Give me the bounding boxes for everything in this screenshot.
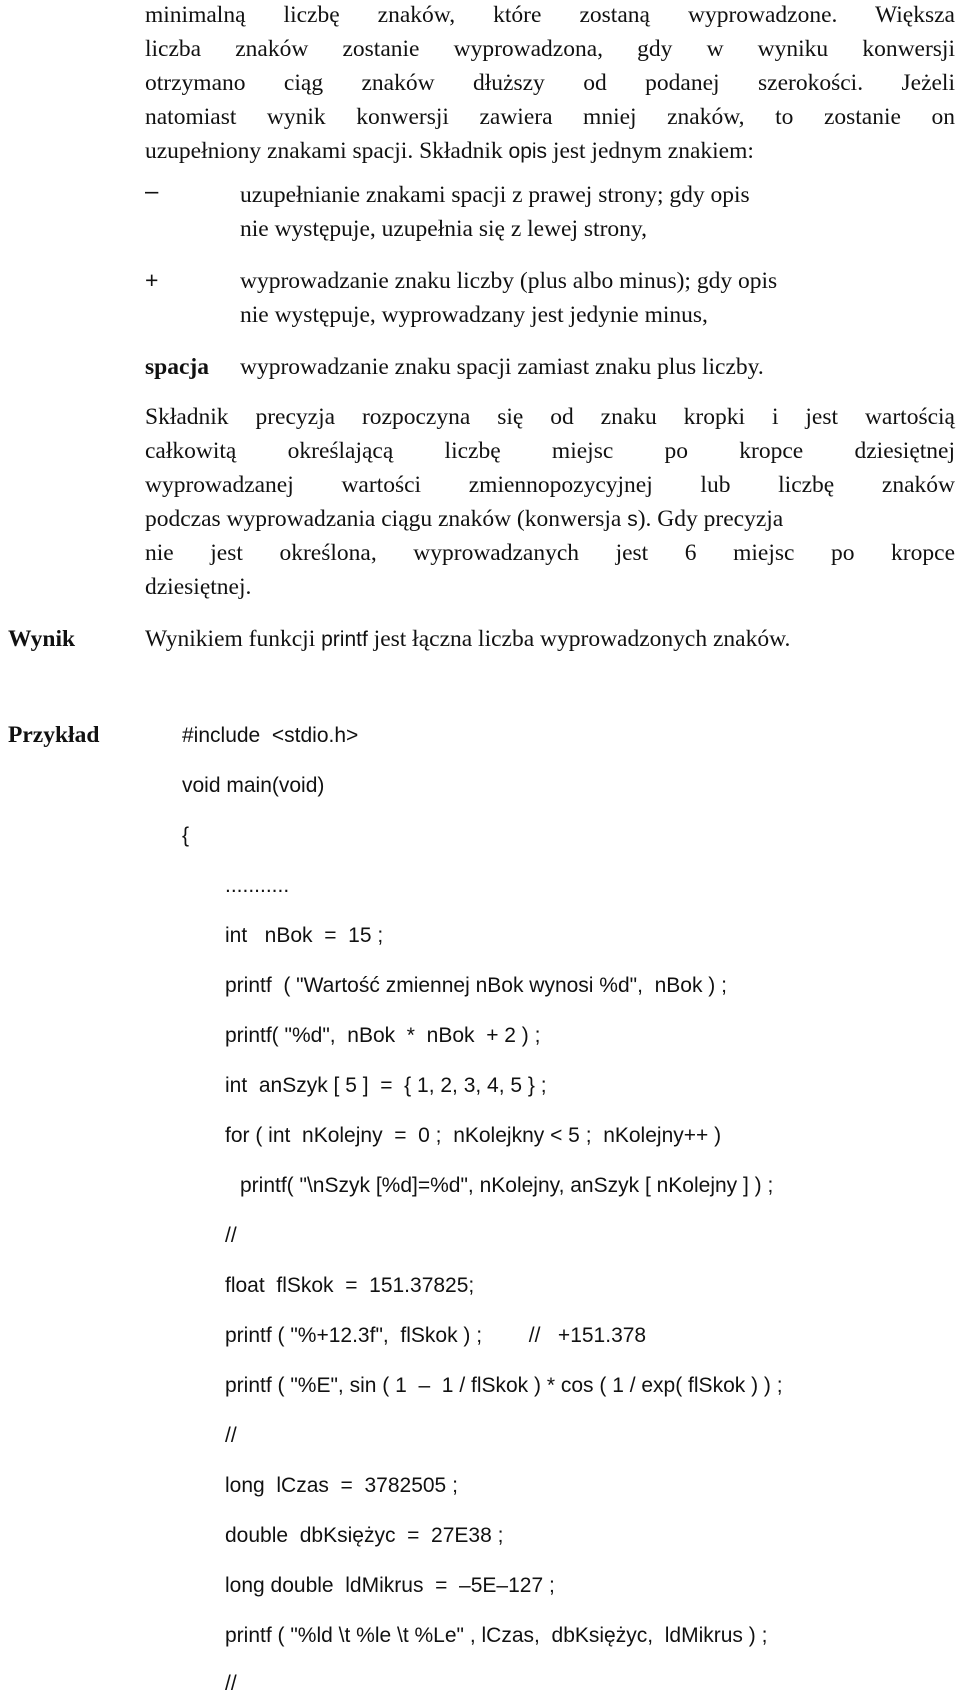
code-line: float flSkok = 151.37825; [225,1274,475,1297]
option-description: nie występuje, uzupełnia się z lewej strony, [240,216,647,242]
option-symbol-minus: – [145,178,159,205]
code-line: int nBok = 15 ; [225,924,384,947]
code-line: printf ( "%E", sin ( 1 – 1 / flSkok ) * cos ( 1 / exp( flSkok ) ) ; [225,1374,783,1397]
precision-text: ). Gdy precyzja [637,506,784,532]
code-line: // [225,1424,237,1447]
intro-line: otrzymano ciąg znaków dłuższy od podanej szerokości. Jeżeli [145,70,955,96]
option-description: wyprowadzanie znaku liczby (plus albo minus); gdy opis [240,268,778,294]
example-label: Przykład [8,722,100,748]
option-description: nie występuje, wyprowadzany jest jedynie minus, [240,302,708,328]
precision-line: wyprowadzanej wartości zmiennopozycyjnej lub liczbę znaków [145,472,955,498]
code-line: #include <stdio.h> [182,724,359,747]
intro-text: uzupełniony znakami spacji. Składnik [145,138,509,164]
code-line: printf( "%d", nBok * nBok + 2 ) ; [225,1024,541,1047]
code-line: for ( int nKolejny = 0 ; nKolejkny < 5 ; nKolejny++ ) [225,1124,722,1147]
result-text-part: Wynikiem funkcji [145,626,322,652]
printf-keyword: printf [321,628,368,651]
intro-line [145,138,955,165]
precision-line: całkowitą określającą liczbę miejsc po kropce dziesiętnej [145,438,955,464]
s-keyword: s [627,508,638,531]
precision-line: dziesiętnej. [145,574,252,600]
code-line: // [225,1224,237,1247]
result-text-part: jest łączna liczba wyprowadzonych znaków. [367,626,791,652]
option-description: uzupełnianie znakami spacji z prawej strony; gdy opis [240,182,750,208]
option-symbol-space: spacja [145,354,209,380]
intro-line: liczba znaków zostanie wyprowadzona, gdy w wyniku konwersji [145,36,955,62]
code-line: ........... [225,874,290,897]
code-line: // [225,1672,237,1695]
option-symbol-plus: + [145,267,159,293]
option-description: wyprowadzanie znaku spacji zamiast znaku plus liczby. [240,354,764,380]
code-line: long lCzas = 3782505 ; [225,1474,458,1497]
intro-line: natomiast wynik konwersji zawiera mniej znaków, to zostanie on [145,104,955,130]
intro-text: jest jednym znakiem: [547,138,754,164]
code-line: printf ( "%ld \t %le \t %Le" , lCzas, dbKsiężyc, ldMikrus ) ; [225,1624,768,1647]
precision-text: podczas wyprowadzania ciągu znaków (konwersja [145,506,628,532]
intro-line: minimalną liczbę znaków, które zostaną wyprowadzone. Większa [145,2,955,28]
code-line: int anSzyk [ 5 ] = { 1, 2, 3, 4, 5 } ; [225,1074,547,1097]
code-line: printf( "\nSzyk [%d]=%d", nKolejny, anSzyk [ nKolejny ] ) ; [240,1174,774,1197]
opis-keyword: opis [508,140,548,163]
precision-line [145,506,955,533]
code-line: { [182,824,190,847]
code-line: long double ldMikrus = –5E–127 ; [225,1574,555,1597]
code-line: printf ( "%+12.3f", flSkok ) ; // +151.378 [225,1324,647,1347]
code-line: double dbKsiężyc = 27E38 ; [225,1524,504,1547]
code-line: void main(void) [182,774,325,797]
precision-line: Składnik precyzja rozpoczyna się od znaku kropki i jest wartością [145,404,955,430]
precision-line: nie jest określona, wyprowadzanych jest 6 miejsc po kropce [145,540,955,566]
result-text [145,626,790,653]
result-label: Wynik [8,626,76,652]
code-line: printf ( "Wartość zmiennej nBok wynosi %d", nBok ) ; [225,974,727,997]
